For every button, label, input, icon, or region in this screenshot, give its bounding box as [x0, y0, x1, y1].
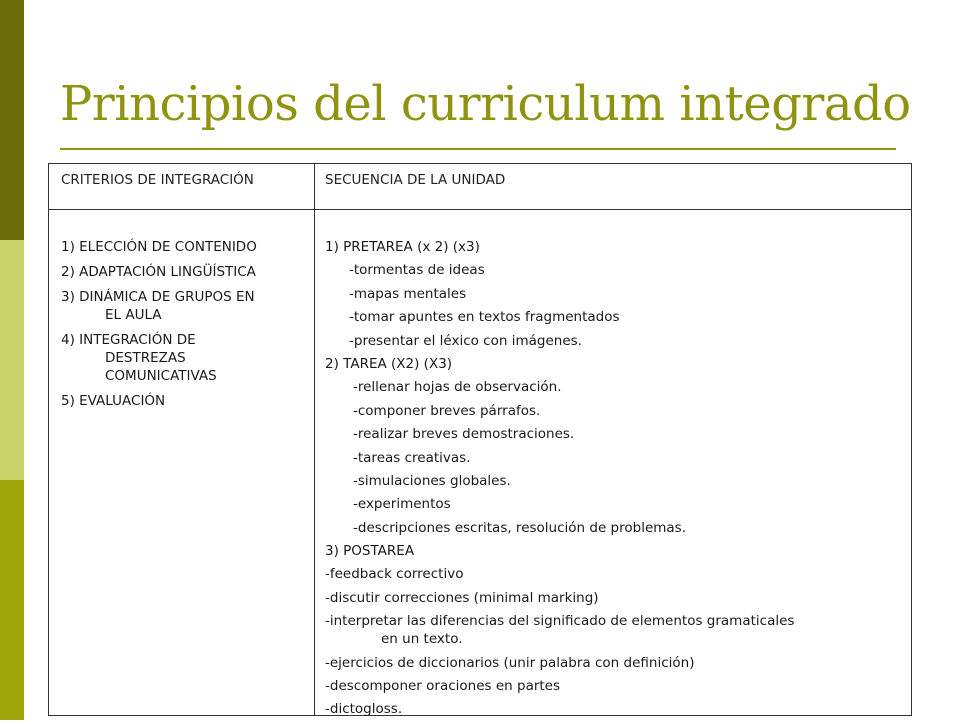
- side-accent-bar-bottom: [0, 480, 24, 720]
- sequence-activity: -realizar breves demostraciones.: [353, 426, 575, 443]
- slide-title: Principios del curriculum integrado: [60, 76, 911, 132]
- header-criterios: CRITERIOS DE INTEGRACIÓN: [61, 172, 254, 188]
- sequence-activity: -feedback correctivo: [325, 566, 464, 583]
- criteria-item: 4) INTEGRACIÓN DE DESTREZAS COMUNICATIVAS: [61, 332, 217, 384]
- column-divider: [314, 164, 315, 715]
- sequence-activity: -mapas mentales: [349, 285, 467, 302]
- criteria-item: 3) DINÁMICA DE GRUPOS EN EL AULA: [61, 289, 255, 323]
- sequence-activity: -discutir correcciones (minimal marking): [325, 589, 599, 606]
- sequence-list: [325, 238, 905, 724]
- sequence-phase: 3) POSTAREA: [325, 543, 415, 560]
- sequence-activity: -descomponer oraciones en partes: [325, 678, 561, 695]
- sequence-activity: -tomar apuntes en textos fragmentados: [349, 309, 620, 326]
- sequence-activity: -tareas creativas.: [353, 449, 471, 466]
- sequence-activity: -experimentos: [353, 496, 451, 513]
- sequence-activity: -simulaciones globales.: [353, 472, 511, 489]
- sequence-phase: 2) TAREA (X2) (X3): [325, 355, 453, 372]
- criteria-item: 5) EVALUACIÓN: [61, 393, 166, 409]
- sequence-activity: -presentar el léxico con imágenes.: [349, 332, 582, 349]
- header-divider: [49, 209, 911, 210]
- sequence-activity: -ejercicios de diccionarios (unir palabra con definición): [325, 654, 695, 671]
- sequence-activity: -dictogloss.: [325, 701, 403, 718]
- integration-table: [48, 163, 912, 716]
- sequence-activity: -tormentas de ideas: [349, 262, 485, 279]
- title-underline: [60, 148, 896, 150]
- sequence-phase: 1) PRETAREA (x 2) (x3): [325, 239, 480, 255]
- criteria-item: 2) ADAPTACIÓN LINGÜÍSTICA: [61, 264, 256, 280]
- header-secuencia: SECUENCIA DE LA UNIDAD: [325, 172, 506, 188]
- sequence-activity: -componer breves párrafos.: [353, 402, 541, 419]
- side-accent-bar-top: [0, 0, 24, 240]
- sequence-activity: -interpretar las diferencias del significado de elementos gramaticales en un texto.: [325, 613, 795, 648]
- criteria-item: 1) ELECCIÓN DE CONTENIDO: [61, 239, 257, 255]
- sequence-activity: -rellenar hojas de observación.: [353, 379, 562, 396]
- sequence-activity: -descripciones escritas, resolución de problemas.: [353, 519, 686, 536]
- side-accent-bar-middle: [0, 240, 24, 480]
- criteria-list: [61, 238, 309, 417]
